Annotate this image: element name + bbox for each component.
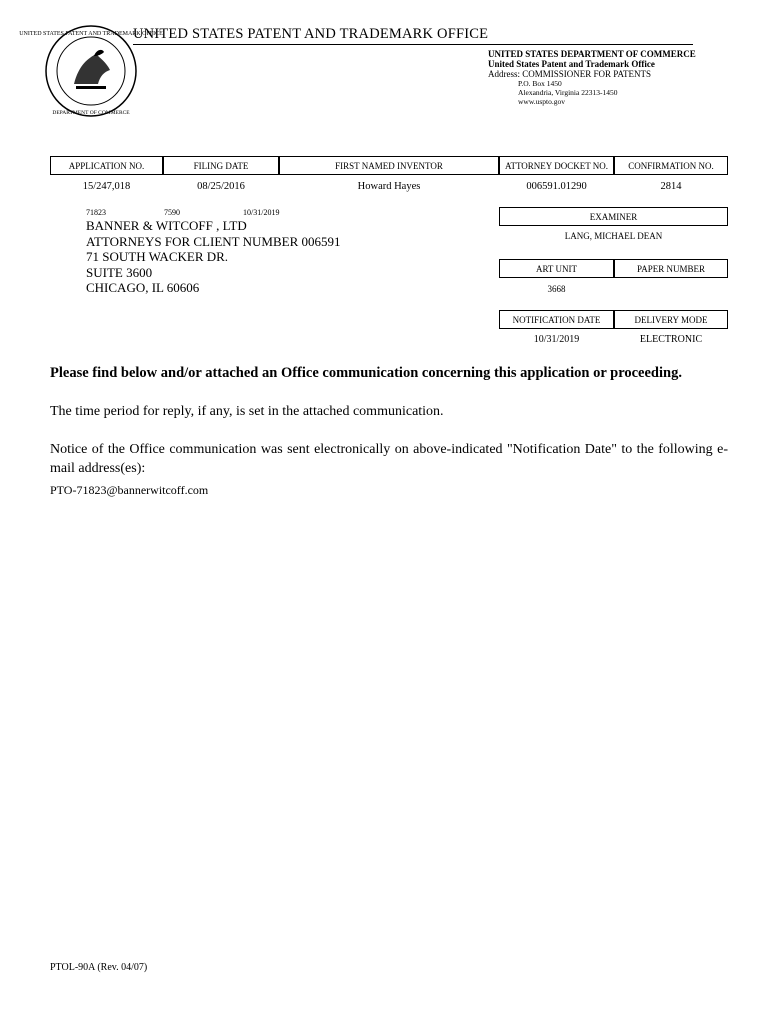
correspondence-address <box>86 218 340 296</box>
correspondence-code: 7590 <box>164 208 180 217</box>
svg-text:DEPARTMENT OF COMMERCE: DEPARTMENT OF COMMERCE <box>52 110 130 116</box>
header-first-named-inventor: FIRST NAMED INVENTOR <box>279 156 499 175</box>
address-name: COMMISSIONER FOR PATENTS <box>522 69 651 79</box>
header-delivery-mode: DELIVERY MODE <box>614 310 728 329</box>
address-line-2: ATTORNEYS FOR CLIENT NUMBER 006591 <box>86 233 341 249</box>
header-rule <box>133 44 693 45</box>
address-line-5: CHICAGO, IL 60606 <box>86 280 200 295</box>
art-unit: 3668 <box>547 284 566 294</box>
city: Alexandria, Virginia 22313-1450 <box>518 88 618 97</box>
header-confirmation-no: CONFIRMATION NO. <box>614 156 728 175</box>
attorney-docket-no: 006591.01290 <box>526 181 587 192</box>
address-line <box>488 69 696 79</box>
application-no: 15/247,018 <box>82 181 131 192</box>
reply-period-text: The time period for reply, if any, is set in the attached communication. <box>50 404 444 419</box>
header-application-no: APPLICATION NO. <box>50 156 163 175</box>
notification-date: 10/31/2019 <box>533 334 580 345</box>
po-box: P.O. Box 1450 <box>518 79 562 88</box>
dept-line2: United States Patent and Trademark Office <box>488 59 655 69</box>
svg-text:UNITED STATES PATENT AND TRADE: UNITED STATES PATENT AND TRADEMARK OFFICE <box>19 31 163 37</box>
header-filing-date: FILING DATE <box>163 156 279 175</box>
header-examiner: EXAMINER <box>499 207 728 226</box>
dept-line1: UNITED STATES DEPARTMENT OF COMMERCE <box>488 49 696 59</box>
filing-date: 08/25/2016 <box>197 181 245 192</box>
address-label: Address: <box>488 69 520 79</box>
form-identifier: PTOL-90A (Rev. 04/07) <box>50 962 148 973</box>
examiner-name: LANG, MICHAEL DEAN <box>564 231 663 241</box>
address-line-3: 71 SOUTH WACKER DR. <box>86 249 229 264</box>
office-communication-notice: Please find below and/or attached an Office communication concerning this application or proceeding. <box>50 365 682 381</box>
address-line-4: SUITE 3600 <box>86 264 153 280</box>
header-attorney-docket-no: ATTORNEY DOCKET NO. <box>499 156 614 175</box>
header-art-unit: ART UNIT <box>499 259 614 278</box>
department-address-block <box>488 49 696 106</box>
delivery-mode: ELECTRONIC <box>639 334 703 345</box>
customer-number: 71823 <box>86 208 106 217</box>
office-title: UNITED STATES PATENT AND TRADEMARK OFFICE <box>133 26 489 42</box>
address-line-1: BANNER & WITCOFF , LTD <box>86 218 247 233</box>
correspondence-date: 10/31/2019 <box>243 208 280 217</box>
email-address: PTO-71823@bannerwitcoff.com <box>50 483 209 497</box>
website: www.uspto.gov <box>518 97 566 106</box>
confirmation-no: 2814 <box>660 181 682 192</box>
header-notification-date: NOTIFICATION DATE <box>499 310 614 329</box>
first-named-inventor: Howard Hayes <box>357 181 421 192</box>
electronic-notice-text: Notice of the Office communication was sent electronically on above-indicated "Notification Date" to the following e-mail address(es): <box>50 442 728 476</box>
header-paper-number: PAPER NUMBER <box>614 259 728 278</box>
uspto-seal-logo <box>19 24 163 118</box>
